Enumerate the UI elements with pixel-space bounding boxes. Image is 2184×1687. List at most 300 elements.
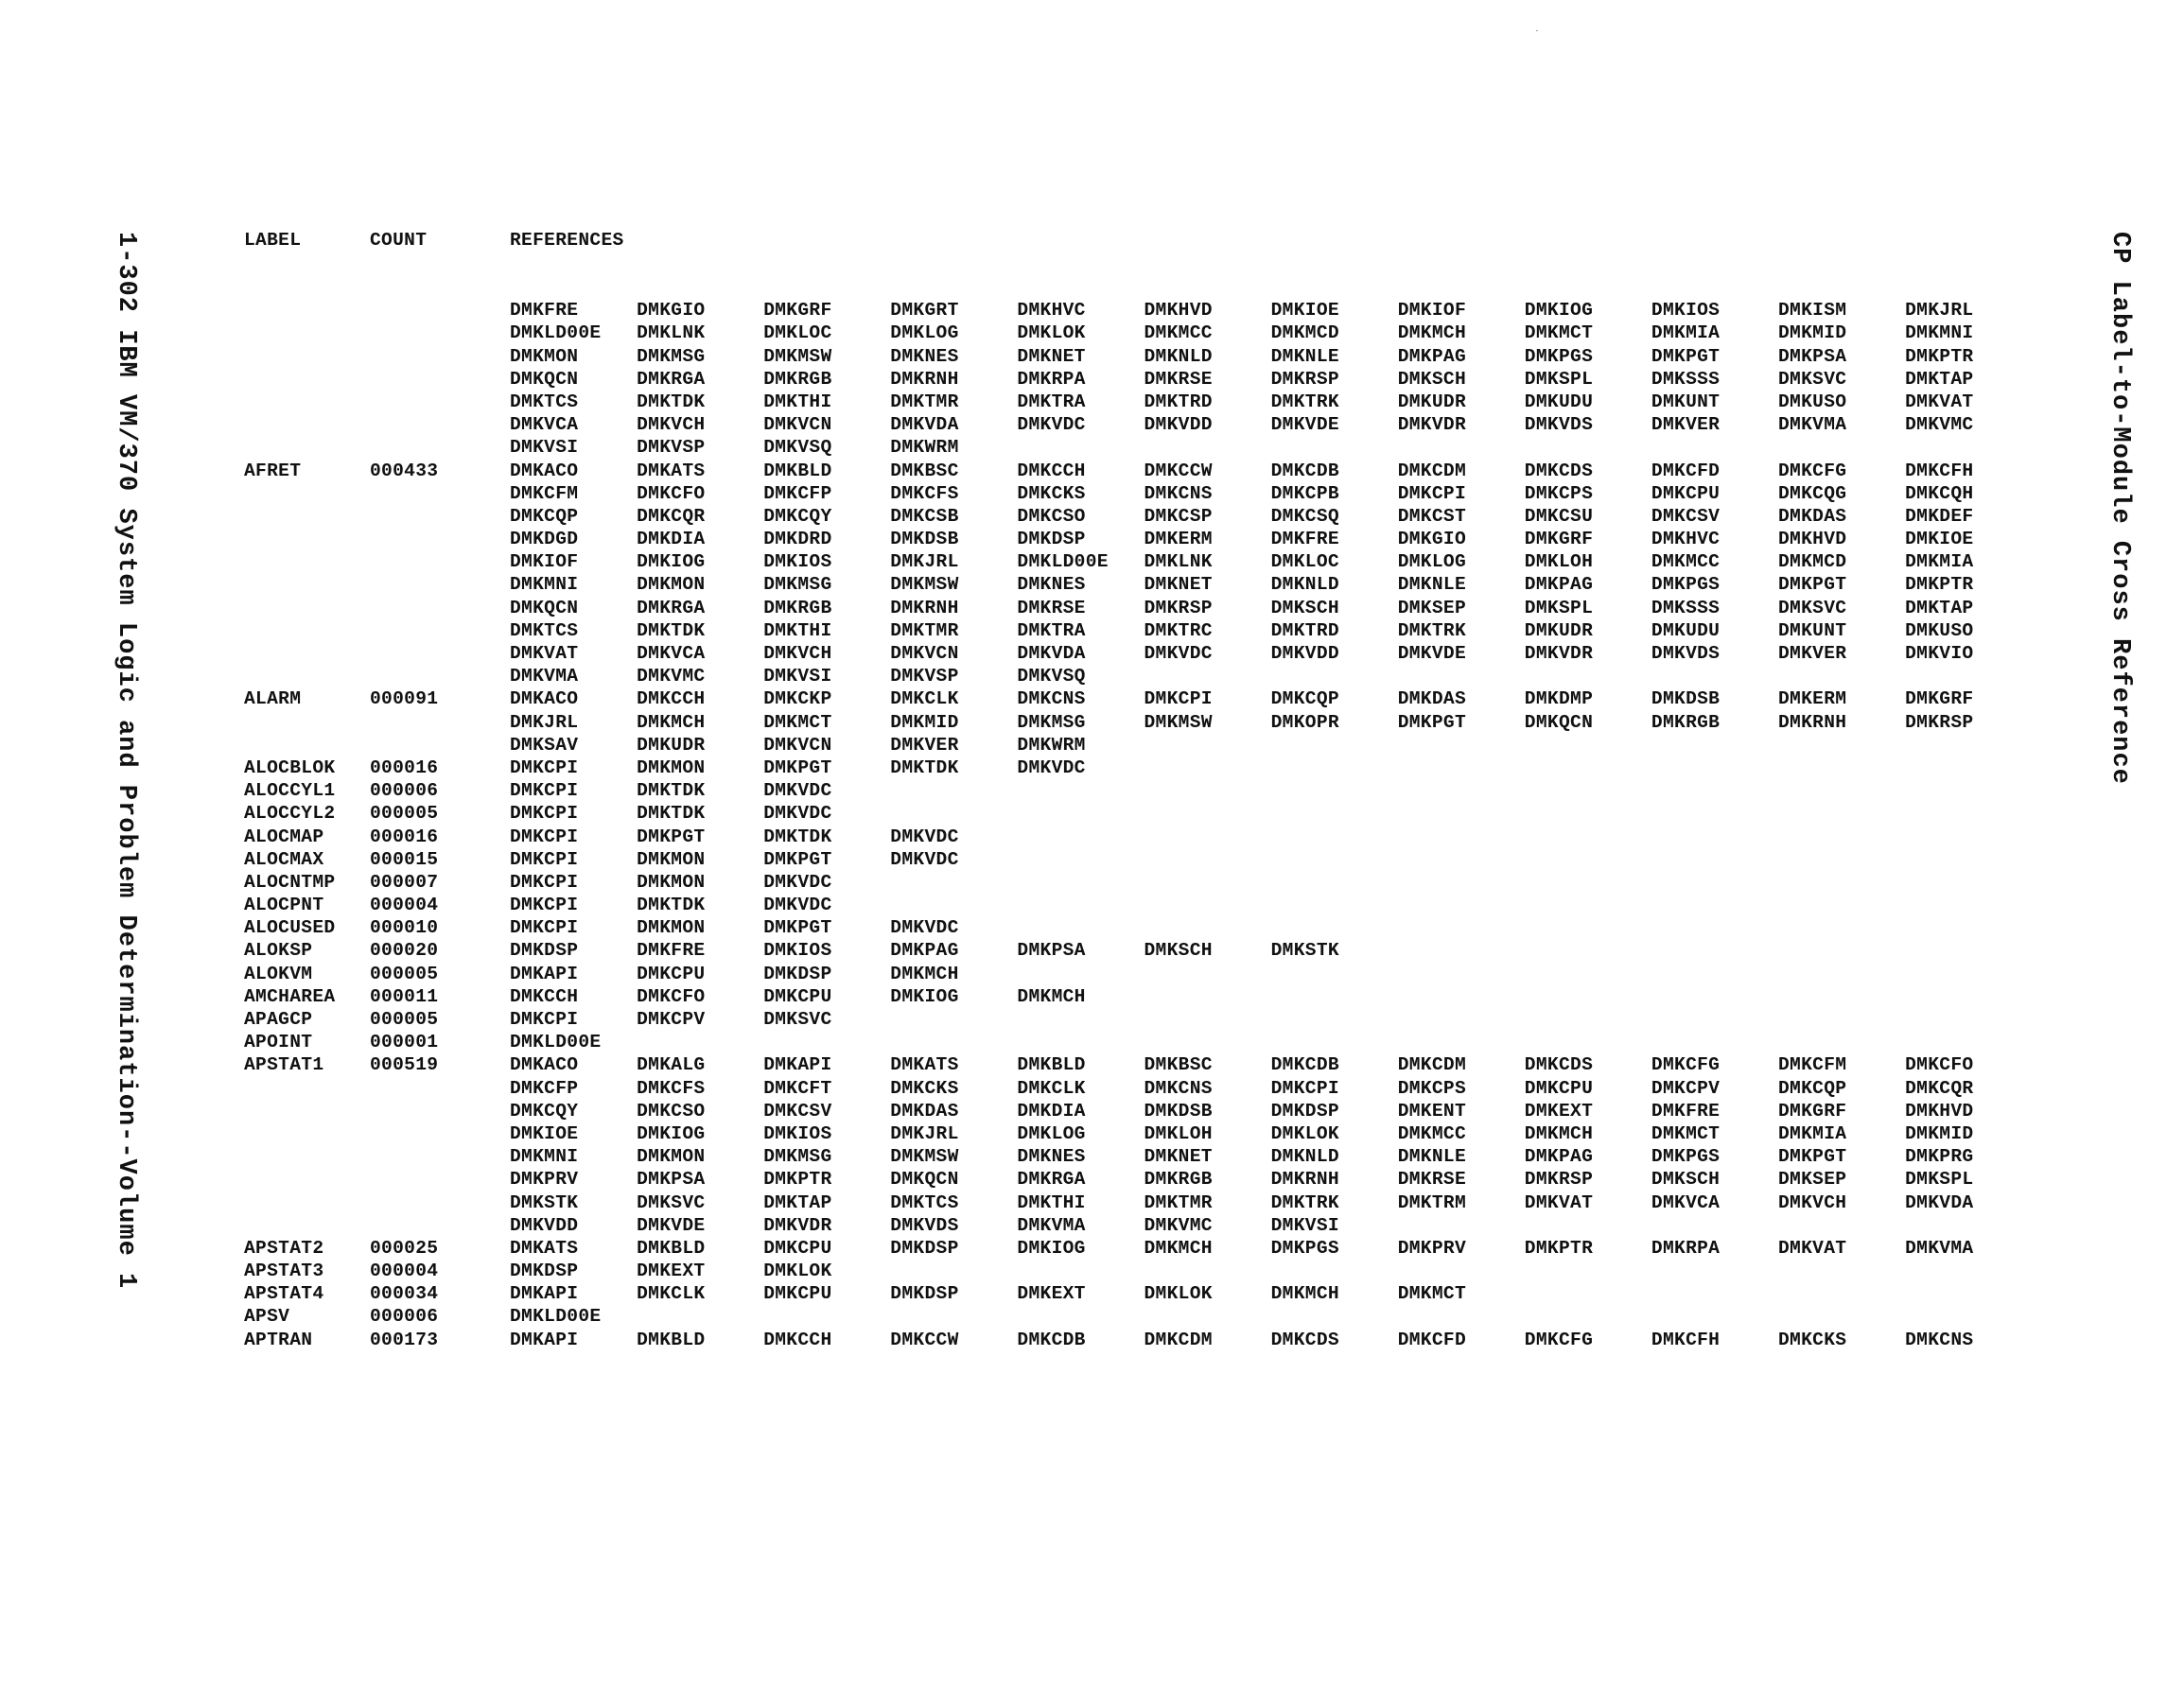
module-reference: DMKPTR <box>1905 345 1974 367</box>
module-reference: DMKATS <box>890 1054 959 1076</box>
module-reference: DMKLNK <box>1144 551 1213 573</box>
module-reference: DMKGRF <box>763 300 832 322</box>
module-reference: DMKCFO <box>637 985 706 1007</box>
scan-speck <box>1536 30 1538 31</box>
module-reference: DMKPSA <box>1017 940 1086 962</box>
module-reference: DMKGIO <box>637 300 706 322</box>
module-reference: DMKTMR <box>890 619 959 641</box>
module-reference: DMKCPI <box>510 780 579 802</box>
module-reference: DMKPGT <box>763 757 832 778</box>
module-reference: DMKMCT <box>1651 1122 1721 1144</box>
module-reference: DMKPAG <box>1524 574 1594 596</box>
module-reference: DMKLD00E <box>1017 551 1109 573</box>
module-reference: DMKCCW <box>1144 460 1213 481</box>
module-reference: DMKUDU <box>1651 619 1721 641</box>
module-reference: DMKDAS <box>890 1100 959 1122</box>
module-reference: DMKTRD <box>1144 391 1213 412</box>
module-reference: DMKMON <box>637 917 706 939</box>
module-reference: DMKCFS <box>890 482 959 504</box>
page-footer-vertical: 1-302 IBM VM/370 System Logic and Problem Determination--Volume 1 <box>112 232 140 1290</box>
module-reference: DMKVCH <box>1778 1191 1847 1213</box>
module-reference: DMKMSG <box>1017 711 1086 733</box>
module-reference: DMKCPU <box>1651 482 1721 504</box>
module-reference: DMKDRD <box>763 529 832 550</box>
module-reference: DMKQCN <box>510 368 579 390</box>
module-reference: DMKTDK <box>637 391 706 412</box>
module-reference: DMKTCS <box>510 619 579 641</box>
module-reference: DMKDSP <box>890 1237 959 1259</box>
module-reference: DMKCPV <box>1651 1077 1721 1099</box>
module-reference: DMKIOE <box>1905 529 1974 550</box>
module-reference: DMKDSB <box>1144 1100 1213 1122</box>
row-label: ALOCBLOK <box>244 757 336 778</box>
module-reference: DMKEXT <box>1524 1100 1594 1122</box>
module-reference: DMKDIA <box>637 529 706 550</box>
module-reference: DMKCCW <box>890 1329 959 1350</box>
module-reference: DMKMIA <box>1651 322 1721 344</box>
module-reference: DMKTCS <box>890 1191 959 1213</box>
row-label: ALOCMAP <box>244 826 324 847</box>
module-reference: DMKCPU <box>1524 1077 1594 1099</box>
page-running-title-vertical: CP Label-to-Module Cross Reference <box>2105 232 2134 785</box>
module-reference: DMKNET <box>1144 1146 1213 1168</box>
module-reference: DMKCFM <box>1778 1054 1847 1076</box>
module-reference: DMKPTR <box>763 1169 832 1191</box>
module-reference: DMKTRK <box>1270 391 1339 412</box>
module-reference: DMKMID <box>1778 322 1847 344</box>
module-reference: DMKVDS <box>890 1214 959 1236</box>
module-reference: DMKVMC <box>637 666 706 687</box>
module-reference: DMKRGA <box>637 368 706 390</box>
module-reference: DMKMON <box>637 757 706 778</box>
module-reference: DMKCFO <box>637 482 706 504</box>
module-reference: DMKCFG <box>1524 1329 1594 1350</box>
module-reference: DMKVDA <box>890 414 959 436</box>
module-reference: DMKISM <box>1778 300 1847 322</box>
module-reference: DMKTHI <box>763 619 832 641</box>
module-reference: DMKDGD <box>510 529 579 550</box>
row-count: 000005 <box>370 1009 439 1030</box>
module-reference: DMKGRF <box>1524 529 1594 550</box>
module-reference: DMKVDC <box>763 780 832 802</box>
module-reference: DMKRSE <box>1397 1169 1467 1191</box>
module-reference: DMKVDC <box>1017 757 1086 778</box>
module-reference: DMKEXT <box>637 1261 706 1282</box>
module-reference: DMKCDB <box>1270 460 1339 481</box>
module-reference: DMKSPL <box>1905 1169 1974 1191</box>
module-reference: DMKCSO <box>1017 505 1086 527</box>
module-reference: DMKVDC <box>763 803 832 825</box>
module-reference: DMKTDK <box>637 803 706 825</box>
module-reference: DMKPTR <box>1524 1237 1594 1259</box>
module-reference: DMKRNH <box>890 368 959 390</box>
module-reference: DMKATS <box>637 460 706 481</box>
module-reference: DMKCPS <box>1397 1077 1467 1099</box>
module-reference: DMKVDC <box>890 848 959 870</box>
module-reference: DMKVMA <box>1905 1237 1974 1259</box>
module-reference: DMKRSE <box>1144 368 1213 390</box>
row-count: 000006 <box>370 1306 439 1328</box>
module-reference: DMKRSP <box>1524 1169 1594 1191</box>
module-reference: DMKFRE <box>510 300 579 322</box>
module-reference: DMKVCH <box>763 643 832 664</box>
module-reference: DMKSAV <box>510 734 579 756</box>
module-reference: DMKSEP <box>1397 597 1467 618</box>
row-count: 000007 <box>370 871 439 893</box>
module-reference: DMKIOG <box>637 551 706 573</box>
module-reference: DMKIOS <box>763 1122 832 1144</box>
module-reference: DMKMSG <box>637 345 706 367</box>
module-reference: DMKCKS <box>1778 1329 1847 1350</box>
module-reference: DMKIOS <box>763 551 832 573</box>
module-reference: DMKPGS <box>1651 574 1721 596</box>
module-reference: DMKRSP <box>1270 368 1339 390</box>
row-count: 000005 <box>370 803 439 825</box>
module-reference: DMKTRK <box>1397 619 1467 641</box>
module-reference: DMKCPS <box>1524 482 1594 504</box>
row-count: 000004 <box>370 1261 439 1282</box>
module-reference: DMKCSV <box>763 1100 832 1122</box>
module-reference: DMKVCA <box>1651 1191 1721 1213</box>
module-reference: DMKMID <box>1905 1122 1974 1144</box>
module-reference: DMKMCH <box>1017 985 1086 1007</box>
module-reference: DMKLOK <box>1270 1122 1339 1144</box>
module-reference: DMKTRM <box>1397 1191 1467 1213</box>
module-reference: DMKCCH <box>510 985 579 1007</box>
module-reference: DMKTRK <box>1270 1191 1339 1213</box>
module-reference: DMKJRL <box>1905 300 1974 322</box>
module-reference: DMKLOG <box>1017 1122 1086 1144</box>
module-reference: DMKPGT <box>1778 574 1847 596</box>
module-reference: DMKCPI <box>510 871 579 893</box>
module-reference: DMKVSP <box>890 666 959 687</box>
module-reference: DMKCPI <box>1397 482 1467 504</box>
module-reference: DMKMCD <box>1270 322 1339 344</box>
module-reference: DMKMCT <box>1524 322 1594 344</box>
module-reference: DMKMCH <box>1397 322 1467 344</box>
module-reference: DMKIOE <box>510 1122 579 1144</box>
module-reference: DMKUNT <box>1778 619 1847 641</box>
row-label: APAGCP <box>244 1009 313 1030</box>
row-label: ALOKVM <box>244 963 313 984</box>
module-reference: DMKMCT <box>763 711 832 733</box>
module-reference: DMKRNH <box>1778 711 1847 733</box>
module-reference: DMKVAT <box>1778 1237 1847 1259</box>
module-reference: DMKCCH <box>637 688 706 710</box>
module-reference: DMKMIA <box>1905 551 1974 573</box>
row-label: ALOCPNT <box>244 895 324 916</box>
module-reference: DMKVAT <box>1524 1191 1594 1213</box>
module-reference: DMKRSE <box>1017 597 1086 618</box>
row-count: 000433 <box>370 460 439 481</box>
module-reference: DMKCPI <box>510 826 579 847</box>
module-reference: DMKCQY <box>763 505 832 527</box>
module-reference: DMKRGB <box>763 597 832 618</box>
module-reference: DMKNLD <box>1270 574 1339 596</box>
row-count: 000006 <box>370 780 439 802</box>
module-reference: DMKMCD <box>1778 551 1847 573</box>
module-reference: DMKNLD <box>1270 1146 1339 1168</box>
row-label: APSTAT3 <box>244 1261 324 1282</box>
module-reference: DMKQCN <box>510 597 579 618</box>
module-reference: DMKRPA <box>1651 1237 1721 1259</box>
module-reference: DMKNLD <box>1144 345 1213 367</box>
module-reference: DMKSCH <box>1651 1169 1721 1191</box>
module-reference: DMKCDM <box>1144 1329 1213 1350</box>
module-reference: DMKFRE <box>1651 1100 1721 1122</box>
row-label: ALOCUSED <box>244 917 336 939</box>
module-reference: DMKVDA <box>1905 1191 1974 1213</box>
module-reference: DMKTRA <box>1017 391 1086 412</box>
module-reference: DMKLNK <box>637 322 706 344</box>
module-reference: DMKIOG <box>890 985 959 1007</box>
module-reference: DMKCPU <box>763 1237 832 1259</box>
module-reference: DMKVSQ <box>1017 666 1086 687</box>
module-reference: DMKNES <box>1017 574 1086 596</box>
module-reference: DMKTCS <box>510 391 579 412</box>
module-reference: DMKCFH <box>1651 1329 1721 1350</box>
row-count: 000519 <box>370 1054 439 1076</box>
module-reference: DMKMCH <box>637 711 706 733</box>
module-reference: DMKCSP <box>1144 505 1213 527</box>
module-reference: DMKVDC <box>1017 414 1086 436</box>
module-reference: DMKSSS <box>1651 368 1721 390</box>
module-reference: DMKOPR <box>1270 711 1339 733</box>
module-reference: DMKPRV <box>510 1169 579 1191</box>
module-reference: DMKCSU <box>1524 505 1594 527</box>
module-reference: DMKLOH <box>1524 551 1594 573</box>
module-reference: DMKCLK <box>890 688 959 710</box>
module-reference: DMKMID <box>890 711 959 733</box>
module-reference: DMKPTR <box>1905 574 1974 596</box>
row-label: ALARM <box>244 688 302 710</box>
row-count: 000016 <box>370 826 439 847</box>
row-count: 000004 <box>370 895 439 916</box>
module-reference: DMKVDR <box>1397 414 1467 436</box>
module-reference: DMKCKP <box>763 688 832 710</box>
module-reference: DMKPRV <box>1397 1237 1467 1259</box>
module-reference: DMKCST <box>1397 505 1467 527</box>
module-reference: DMKMCT <box>1397 1283 1467 1305</box>
module-reference: DMKMON <box>637 848 706 870</box>
module-reference: DMKHVD <box>1905 1100 1974 1122</box>
module-reference: DMKVAT <box>1905 391 1974 412</box>
module-reference: DMKMSW <box>763 345 832 367</box>
module-reference: DMKTDK <box>763 826 832 847</box>
module-reference: DMKDSP <box>510 1261 579 1282</box>
module-reference: DMKIOG <box>637 1122 706 1144</box>
row-label: AFRET <box>244 460 302 481</box>
module-reference: DMKSEP <box>1778 1169 1847 1191</box>
header-references: REFERENCES <box>510 230 624 251</box>
module-reference: DMKWRM <box>890 437 959 459</box>
module-reference: DMKMCC <box>1144 322 1213 344</box>
module-reference: DMKCNS <box>1905 1329 1974 1350</box>
module-reference: DMKSVC <box>763 1009 832 1030</box>
module-reference: DMKCFD <box>1651 460 1721 481</box>
module-reference: DMKTRD <box>1270 619 1339 641</box>
module-reference: DMKMNI <box>510 1146 579 1168</box>
module-reference: DMKVDC <box>763 895 832 916</box>
row-count: 000011 <box>370 985 439 1007</box>
module-reference: DMKVER <box>1778 643 1847 664</box>
module-reference: DMKSVC <box>1778 597 1847 618</box>
module-reference: DMKCSQ <box>1270 505 1339 527</box>
module-reference: DMKAPI <box>510 963 579 984</box>
module-reference: DMKCQP <box>1778 1077 1847 1099</box>
module-reference: DMKDAS <box>1397 688 1467 710</box>
module-reference: DMKMCH <box>1270 1283 1339 1305</box>
row-label: APSV <box>244 1306 290 1328</box>
row-label: APSTAT4 <box>244 1283 324 1305</box>
module-reference: DMKCNS <box>1144 1077 1213 1099</box>
module-reference: DMKVDC <box>763 871 832 893</box>
module-reference: DMKCNS <box>1017 688 1086 710</box>
module-reference: DMKCSV <box>1651 505 1721 527</box>
module-reference: DMKVDR <box>763 1214 832 1236</box>
module-reference: DMKPSA <box>1778 345 1847 367</box>
module-reference: DMKRGB <box>763 368 832 390</box>
module-reference: DMKCLK <box>637 1283 706 1305</box>
module-reference: DMKCQP <box>510 505 579 527</box>
module-reference: DMKDSP <box>510 940 579 962</box>
module-reference: DMKCFP <box>510 1077 579 1099</box>
module-reference: DMKVCA <box>510 414 579 436</box>
module-reference: DMKVDC <box>890 917 959 939</box>
module-reference: DMKUDR <box>1524 619 1594 641</box>
module-reference: DMKCDB <box>1017 1329 1086 1350</box>
module-reference: DMKDSP <box>890 1283 959 1305</box>
module-reference: DMKVIO <box>1905 643 1974 664</box>
module-reference: DMKDSP <box>1017 529 1086 550</box>
module-reference: DMKIOF <box>510 551 579 573</box>
module-reference: DMKLOC <box>1270 551 1339 573</box>
module-reference: DMKTAP <box>763 1191 832 1213</box>
module-reference: DMKCPI <box>510 803 579 825</box>
row-label: AMCHAREA <box>244 985 336 1007</box>
module-reference: DMKJRL <box>890 1122 959 1144</box>
module-reference: DMKCPU <box>763 1283 832 1305</box>
row-count: 000005 <box>370 963 439 984</box>
module-reference: DMKALG <box>637 1054 706 1076</box>
module-reference: DMKVDE <box>637 1214 706 1236</box>
module-reference: DMKVMA <box>1778 414 1847 436</box>
module-reference: DMKLOK <box>1144 1283 1213 1305</box>
module-reference: DMKMSG <box>763 1146 832 1168</box>
module-reference: DMKIOS <box>1651 300 1721 322</box>
module-reference: DMKCKS <box>1017 482 1086 504</box>
module-reference: DMKCPB <box>1270 482 1339 504</box>
module-reference: DMKVDC <box>1144 643 1213 664</box>
module-reference: DMKCSO <box>637 1100 706 1122</box>
module-reference: DMKEXT <box>1017 1283 1086 1305</box>
module-reference: DMKSPL <box>1524 368 1594 390</box>
module-reference: DMKVSI <box>1270 1214 1339 1236</box>
module-reference: DMKVDS <box>1651 643 1721 664</box>
module-reference: DMKUDU <box>1524 391 1594 412</box>
module-reference: DMKERM <box>1778 688 1847 710</box>
module-reference: DMKDMP <box>1524 688 1594 710</box>
module-reference: DMKRSP <box>1905 711 1974 733</box>
module-reference: DMKFRE <box>1270 529 1339 550</box>
module-reference: DMKLOH <box>1144 1122 1213 1144</box>
module-reference: DMKVSP <box>637 437 706 459</box>
module-reference: DMKTAP <box>1905 368 1974 390</box>
module-reference: DMKQCN <box>1524 711 1594 733</box>
module-reference: DMKCFT <box>763 1077 832 1099</box>
row-count: 000034 <box>370 1283 439 1305</box>
module-reference: DMKUNT <box>1651 391 1721 412</box>
module-reference: DMKRNH <box>1270 1169 1339 1191</box>
module-reference: DMKCFG <box>1778 460 1847 481</box>
row-count: 000016 <box>370 757 439 778</box>
module-reference: DMKMCC <box>1651 551 1721 573</box>
module-reference: DMKMON <box>637 574 706 596</box>
module-reference: DMKCFS <box>637 1077 706 1099</box>
module-reference: DMKCCH <box>763 1329 832 1350</box>
row-label: ALOCCYL2 <box>244 803 336 825</box>
module-reference: DMKVDA <box>1017 643 1086 664</box>
module-reference: DMKTHI <box>763 391 832 412</box>
module-reference: DMKVCN <box>890 643 959 664</box>
module-reference: DMKBLD <box>1017 1054 1086 1076</box>
module-reference: DMKPGT <box>1651 345 1721 367</box>
module-reference: DMKPAG <box>1524 1146 1594 1168</box>
module-reference: DMKPAG <box>890 940 959 962</box>
module-reference: DMKVSQ <box>763 437 832 459</box>
module-reference: DMKCQH <box>1905 482 1974 504</box>
module-reference: DMKTRA <box>1017 619 1086 641</box>
module-reference: DMKBSC <box>890 460 959 481</box>
module-reference: DMKRGA <box>637 597 706 618</box>
module-reference: DMKCDS <box>1524 460 1594 481</box>
module-reference: DMKGIO <box>1397 529 1467 550</box>
module-reference: DMKCQP <box>1270 688 1339 710</box>
module-reference: DMKCDM <box>1397 460 1467 481</box>
module-reference: DMKCPI <box>510 917 579 939</box>
module-reference: DMKCFO <box>1905 1054 1974 1076</box>
module-reference: DMKCPV <box>637 1009 706 1030</box>
module-reference: DMKMSW <box>890 1146 959 1168</box>
row-label: APOINT <box>244 1032 313 1053</box>
module-reference: DMKMCH <box>1524 1122 1594 1144</box>
module-reference: DMKAPI <box>510 1283 579 1305</box>
module-reference: DMKPGT <box>763 848 832 870</box>
module-reference: DMKCKS <box>890 1077 959 1099</box>
module-reference: DMKCQR <box>637 505 706 527</box>
module-reference: DMKHVD <box>1144 300 1213 322</box>
module-reference: DMKRGA <box>1017 1169 1086 1191</box>
module-reference: DMKNLE <box>1270 345 1339 367</box>
module-reference: DMKSCH <box>1397 368 1467 390</box>
module-reference: DMKAPI <box>510 1329 579 1350</box>
module-reference: DMKHVD <box>1778 529 1847 550</box>
module-reference: DMKCFP <box>763 482 832 504</box>
module-reference: DMKSCH <box>1270 597 1339 618</box>
module-reference: DMKNET <box>1144 574 1213 596</box>
module-reference: DMKDSP <box>1270 1100 1339 1122</box>
module-reference: DMKSSS <box>1651 597 1721 618</box>
module-reference: DMKSCH <box>1144 940 1213 962</box>
module-reference: DMKCPU <box>637 963 706 984</box>
module-reference: DMKRGB <box>1651 711 1721 733</box>
module-reference: DMKLOG <box>1397 551 1467 573</box>
module-reference: DMKTDK <box>637 895 706 916</box>
module-reference: DMKVDR <box>1524 643 1594 664</box>
module-reference: DMKVDD <box>1144 414 1213 436</box>
module-reference: DMKPGS <box>1651 1146 1721 1168</box>
module-reference: DMKIOS <box>763 940 832 962</box>
